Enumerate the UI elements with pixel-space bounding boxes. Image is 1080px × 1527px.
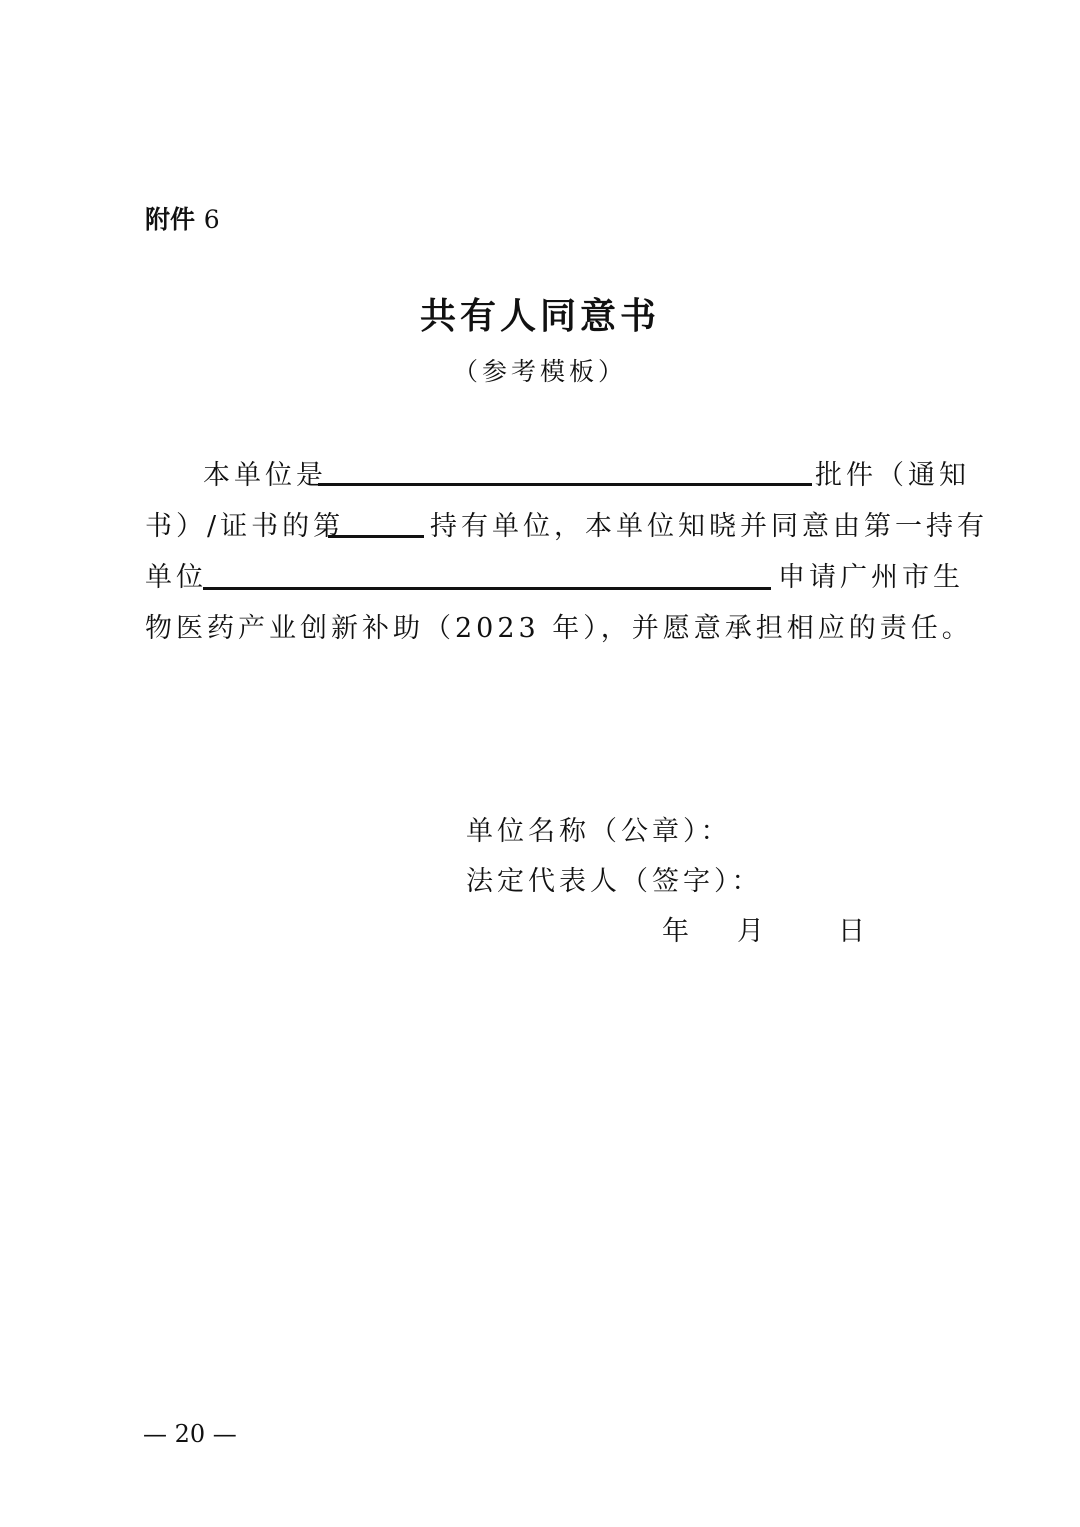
body-line2-end: 持有单位，本单位知晓并同意由第一持有	[430, 511, 988, 542]
page-number: — 20 —	[143, 1420, 237, 1448]
body-line1-start: 本单位是	[203, 460, 327, 491]
attachment-heading	[145, 200, 220, 240]
day-label: 日	[838, 916, 869, 947]
document-subtitle: （参考模板）	[452, 357, 627, 386]
body-line3-end: 申请广州市生	[778, 562, 964, 593]
blank-approval-name[interactable]	[318, 483, 812, 486]
unit-name-label: 单位名称（公章）：	[466, 816, 732, 847]
year-label: 年	[662, 916, 693, 947]
month-label: 月	[737, 916, 768, 947]
attachment-number: 6	[203, 205, 220, 234]
body-line4: 物医药产业创新补助（2023 年），并愿意承担相应的责任。	[145, 613, 973, 644]
blank-holder-order[interactable]	[328, 535, 424, 538]
blank-first-holder[interactable]	[203, 587, 771, 590]
body-line2-start: 书）/证书的第	[145, 511, 345, 542]
legal-representative-label: 法定代表人（签字）：	[466, 866, 763, 897]
body-line3-start: 单位	[145, 562, 207, 593]
document-title: 共有人同意书	[419, 296, 660, 337]
body-line1-end: 批件（通知	[815, 460, 970, 491]
date-line	[0, 912, 1080, 952]
attachment-label: 附件	[145, 205, 196, 234]
